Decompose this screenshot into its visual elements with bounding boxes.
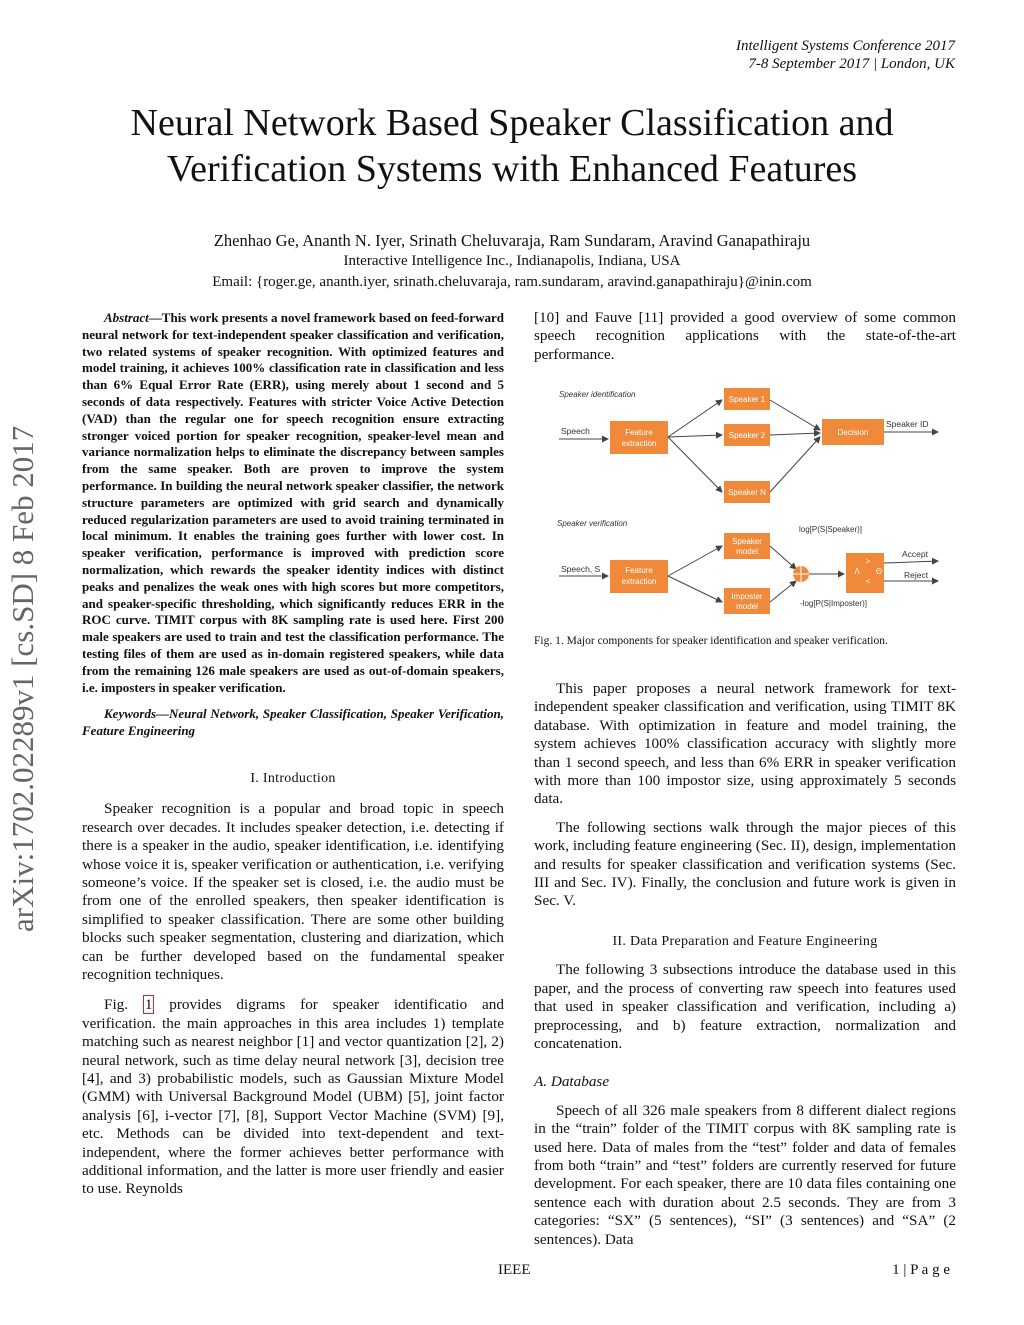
left-column <box>82 310 504 1199</box>
fig-log-speaker: log[P(S|Speaker)] <box>799 525 862 534</box>
fig-log-imposter: -log[P(S|Imposter)] <box>800 599 867 608</box>
intro-p2-start: Fig. <box>104 996 143 1014</box>
fig-imposter-model-1: Imposter <box>731 592 763 601</box>
intro-p2-rest: provides digrams for speaker identificatio and verification. the main approaches in this area includes 1) template matching such as nearest neighbor [1] and vector quantization [2], 2) neural network, such as time delay neural network [3], decision tree [4], and 3) probabilistic models, such as Gaussian Mixture Model (GMM) with Universal Background Model (UBM) [5], joint factor analysis [6], i-vector [7], [8], Support Vector Machine (SVM) [9], etc. Methods can be divided into text-dependent and text-independent, where the former achieves better performance with additional information, and the latter is more user friendly and easier to use. Reynolds <box>82 996 504 1198</box>
sec2-paragraph-2: Speech of all 326 male speakers from 8 different dialect regions in the “train” folder of the TIMIT corpus with 8K sampling rate is used here. Data of males from the “test” folder and data of females from both “train” and “test” folders are currently reserved for future development. For each speaker, there are 10 data files containing one sentence each with duration about 2.5 seconds. They are from 3 categories: “SX” (5 sentences), “SI” (3 sentences) and “SA” (2 sentences). Data <box>534 1101 956 1248</box>
author-block <box>0 230 1024 293</box>
right-paragraph-2: The following sections walk through the major pieces of this work, including feature engineering (Sec. II), design, implementation and results for speaker classification and verification systems (Sec. III and Sec. IV). Finally, the conclusion and future work is given in Sec. V. <box>534 818 956 910</box>
fig-feature-box-1 <box>610 421 668 454</box>
fig-speaker-id-label: Speaker ID <box>886 419 929 429</box>
footer-page-number: 1 | P a g e <box>892 1262 950 1278</box>
footer-ieee: IEEE <box>498 1262 531 1278</box>
author-names: Zhenhao Ge, Ananth N. Iyer, Srinath Cheluvaraja, Ram Sundaram, Aravind Ganapathiraju <box>213 231 811 250</box>
right-column-body <box>534 680 956 1249</box>
subsection-a-heading: A. Database <box>534 1073 610 1091</box>
fig-decision-text: Decision <box>837 428 869 437</box>
figure-1-link[interactable]: 1 <box>144 996 153 1014</box>
right-paragraph-1: This paper proposes a neural network framework for text-independent speaker classification and verification, using TIMIT 8K database. With optimization in feature and model training, the system achieves 100% classification accuracy with slightly more than 1 second speech, and less than 6% ERR in speaker verification with more than 100 impostor size, using approximately 5 seconds data. <box>534 680 956 808</box>
conference-name: Intelligent Systems Conference 2017 <box>736 38 955 54</box>
fig-speakerN-text: Speaker N <box>728 488 766 497</box>
fig-extraction-text-2: extraction <box>621 577 657 586</box>
affiliation: Interactive Intelligence Inc., Indianapolis, Indiana, USA <box>343 253 681 269</box>
right-top-paragraph: [10] and Fauve [11] provided a good overview of some common speech recognition applications with the state-of-the-art performance. <box>534 309 956 363</box>
abstract-label: Abstract <box>104 310 149 325</box>
figure-1-diagram <box>550 383 950 618</box>
conference-date: 7-8 September 2017 | London, UK <box>748 56 955 72</box>
fig-speaker2-text: Speaker 2 <box>728 431 766 440</box>
sec2-paragraph-1: The following 3 subsections introduce the database used in this paper, and the process of converting raw speech into features used that used in speaker classification and verification, including a) preprocessing, and b) feature extraction, normalization and concatenation. <box>534 961 956 1052</box>
paper-title <box>0 100 1024 192</box>
fig-speech-label: Speech <box>561 426 590 436</box>
fig-speaker-model-1: Speaker <box>732 537 762 546</box>
fig-accept: Accept <box>902 549 928 559</box>
fig-gt: > <box>865 557 871 566</box>
fig-reject: Reject <box>904 570 929 580</box>
fig-feature-text-2: Feature <box>625 566 653 575</box>
intro-paragraph-2 <box>82 996 504 1198</box>
fig-speaker1-text: Speaker 1 <box>728 395 766 404</box>
fig-speech-s-label: Speech, S <box>561 564 601 574</box>
right-column-top <box>534 309 956 364</box>
keywords: Keywords—Neural Network, Speaker Classification, Speaker Verification, Feature Engineering <box>82 706 504 739</box>
fig-feature-text-1: Feature <box>625 428 653 437</box>
fig-lambda: Λ <box>854 567 860 576</box>
abstract-text: —This work presents a novel framework based on feed-forward neural network for text-independent speaker classification and verification, two related systems of speaker recognition. With optimized features and model training, it achieves 100% classification rate in classification and less than 6% Equal Error Rate (ERR), using merely about 1 second and 5 seconds of data respectively. Features with stricter Voice Active Detection (VAD) than the regular one for speech recognition ensure extracting stronger voiced portion for speaker recognition, speaker-level mean and variance normalization helps to eliminate the discrepancy between samples from the same speaker. Both are proven to improve the system performance. In building the neural network speaker classifier, the network structure parameters are optimized with grid search and dynamically reduced regularization parameters are used to avoid training terminated in local minimum. It enables the training goes further with lower cost. In speaker verification, performance is improved with prediction score normalization, which rewards the speaker identity indices with distinct peaks and penalizes the weak ones with high scores but more competitors, and speaker-specific thresholding, which significantly reduces ERR in the ROC curve. TIMIT corpus with 8K sampling rate is used here. First 200 male speakers are used to train and test the classification performance. The testing files of them are used as in-domain registered speakers, while data from the remaining 126 male speakers are used as out-of-domain speakers, i.e. imposters in speaker verification. <box>82 310 504 695</box>
arxiv-side-label: arXiv:1702.02289v1 [cs.SD] 8 Feb 2017 <box>5 425 40 932</box>
fig-lt: < <box>865 577 871 586</box>
fig-imposter-model-2: model <box>736 602 758 611</box>
fig-theta: Θ <box>875 567 883 576</box>
abstract <box>82 310 504 696</box>
fig-ident-label: Speaker identification <box>559 390 636 399</box>
fig-extraction-text-1: extraction <box>621 439 657 448</box>
email-line: Email: {roger.ge, ananth.iyer, srinath.cheluvaraja, ram.sundaram, aravind.ganapathiraju}@inin.com <box>212 274 812 290</box>
section-1-heading: I. Introduction <box>250 770 336 786</box>
fig-verif-label: Speaker verification <box>557 519 628 528</box>
intro-paragraph-1: Speaker recognition is a popular and broad topic in speech research over decades. It includes speaker detection, i.e. detecting if there is a speaker in the audio, speaker identification, i.e. identifying whose voice it is, speaker verification or authentication, i.e. verifying someone’s voice. If the speaker set is closed, i.e. the audio must be from one of the enrolled speakers, then speaker identification is simplified to speaker classification. There are some other building blocks such speaker segmentation, clustering and diarization, which can be further developed based on the fundamental speaker recognition techniques. <box>82 800 504 983</box>
conference-header <box>736 37 955 73</box>
title-line-1: Neural Network Based Speaker Classification and <box>130 102 894 144</box>
title-line-2: Verification Systems with Enhanced Features <box>166 148 858 190</box>
figure-1-caption: Fig. 1. Major components for speaker identification and speaker verification. <box>534 635 888 647</box>
section-2-heading: II. Data Preparation and Feature Engineering <box>612 933 878 949</box>
fig-speaker-model-2: model <box>736 547 758 556</box>
